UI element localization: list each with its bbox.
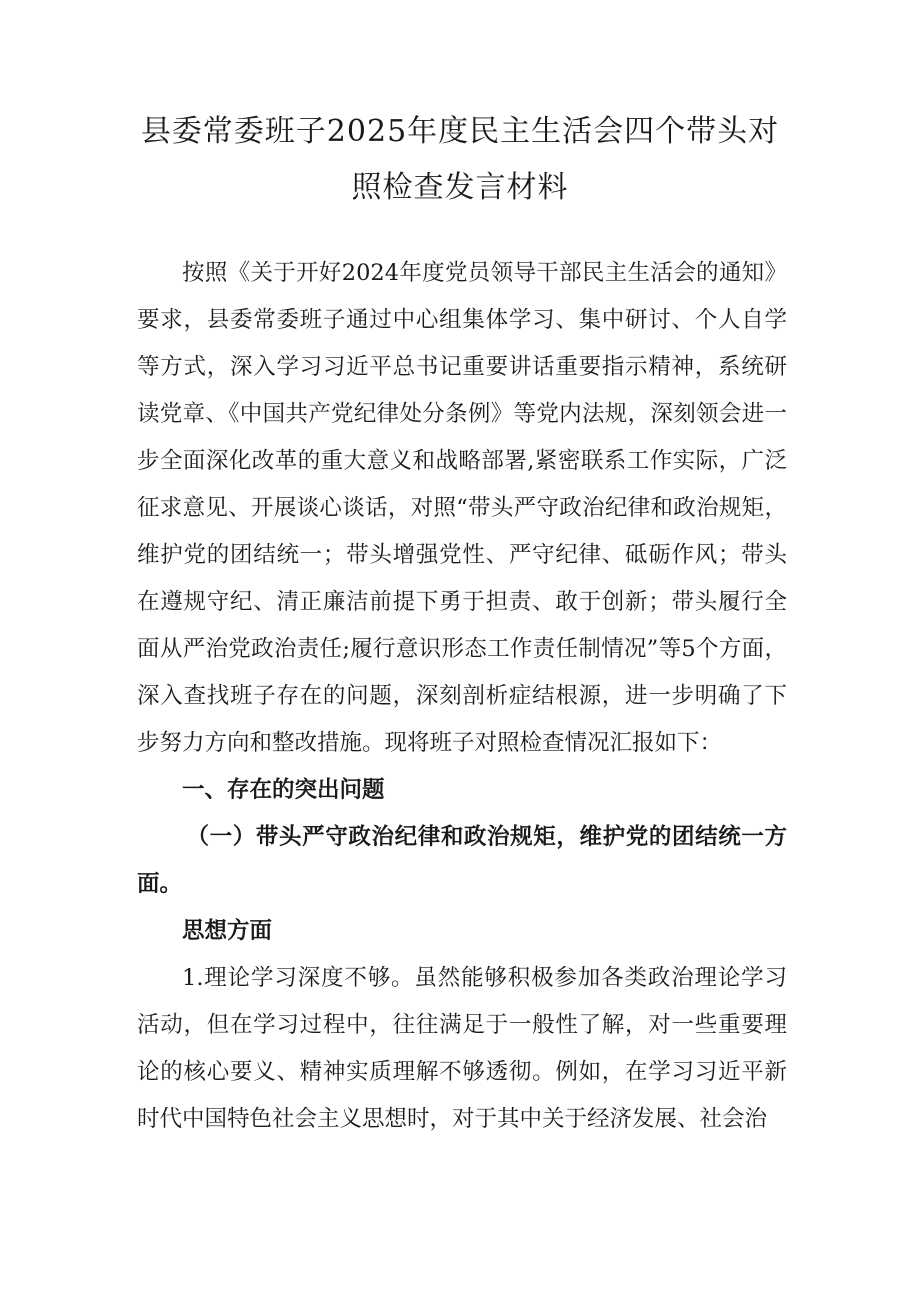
subsection-heading-1: （一）带头严守政治纪律和政治规矩，维护党的团结统一方面。 <box>137 824 787 897</box>
section-heading-1: 一、存在的突出问题 <box>182 777 385 803</box>
document-body <box>137 250 787 1143</box>
title-line-2: 照检查发言材料 <box>351 170 569 205</box>
document-title <box>120 104 800 216</box>
title-line-1: 县委常委班子2025年度民主生活会四个带头对 <box>140 114 780 149</box>
subheading-thought: 思想方面 <box>182 918 273 944</box>
item-paragraph-1: 1.理论学习深度不够。虽然能够积极参加各类政治理论学习活动，但在学习过程中，往往满足于一般性了解，对一些重要理论的核心要义、精神实质理解不够透彻。例如，在学习习近平新时代中国特色社会主义思想时，对于其中关于经济发展、社会治 <box>137 965 787 1132</box>
intro-paragraph: 按照《关于开好2024年度党员领导干部民主生活会的通知》要求，县委常委班子通过中心组集体学习、集中研讨、个人自学等方式，深入学习习近平总书记重要讲话重要指示精神，系统研读党章、《中国共产党纪律处分条例》等党内法规，深刻领会进一步全面深化改革的重大意义和战略部署,紧密联系工作实际，广泛征求意见、开展谈心谈话，对照“带头严守政治纪律和政治规矩，维护党的团结统一；带头增强党性、严守纪律、砥砺作风；带头在遵规守纪、清正廉洁前提下勇于担责、敢于创新；带头履行全面从严治党政治责任;履行意识形态工作责任制情况”等5个方面，深入查找班子存在的问题，深刻剖析症结根源，进一步明确了下步努力方向和整改措施。现将班子对照检查情况汇报如下： <box>137 260 787 756</box>
